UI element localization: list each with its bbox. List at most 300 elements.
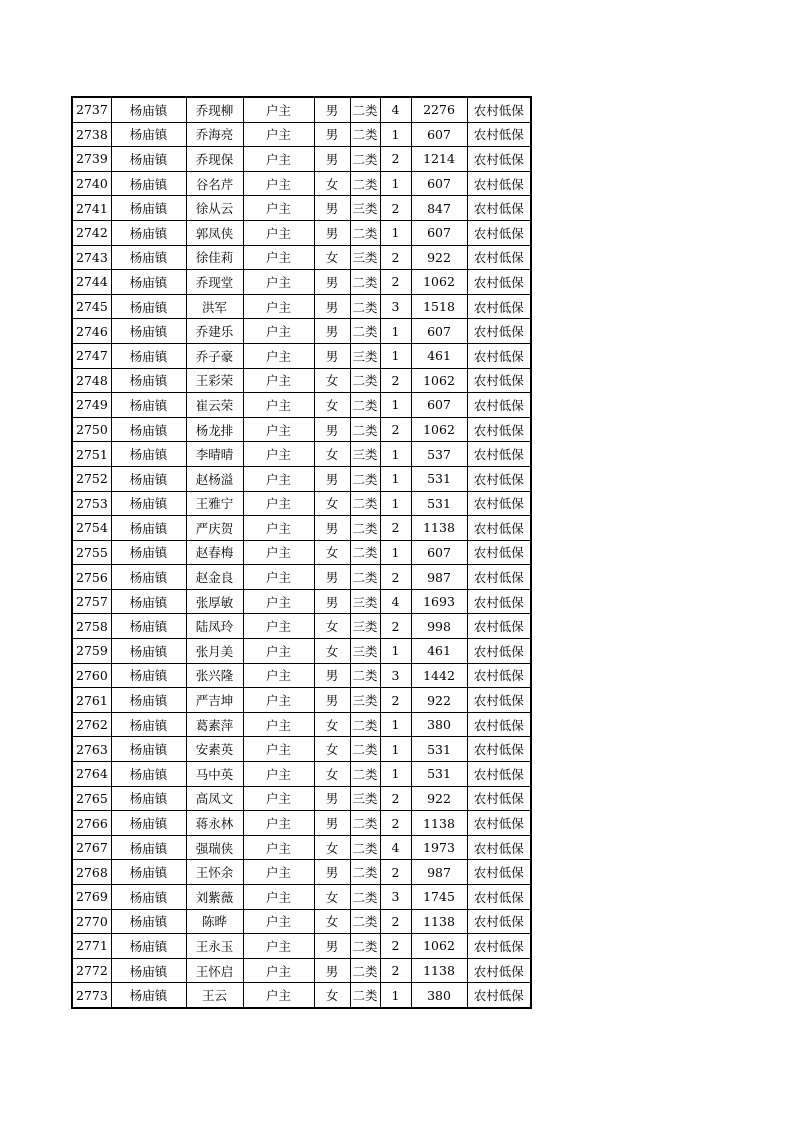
cell-gender: 女: [314, 614, 350, 639]
cell-household-size: 2: [380, 909, 411, 934]
cell-amount: 607: [411, 319, 467, 344]
table-row: [72, 934, 531, 959]
cell-row-number: 2768: [72, 860, 111, 885]
cell-name: 高凤文: [186, 786, 243, 811]
cell-relation: 户主: [243, 589, 314, 614]
cell-category: 三类: [350, 639, 380, 664]
cell-amount: 1518: [411, 294, 467, 319]
table-row: [72, 122, 531, 147]
cell-name: 王永玉: [186, 934, 243, 959]
cell-program: 农村低保: [467, 811, 531, 836]
cell-name: 徐佳莉: [186, 245, 243, 270]
cell-relation: 户主: [243, 811, 314, 836]
cell-name: 葛素萍: [186, 712, 243, 737]
cell-row-number: 2741: [72, 196, 111, 221]
cell-town: 杨庙镇: [111, 663, 186, 688]
cell-town: 杨庙镇: [111, 220, 186, 245]
cell-category: 二类: [350, 565, 380, 590]
cell-town: 杨庙镇: [111, 393, 186, 418]
cell-household-size: 2: [380, 565, 411, 590]
cell-amount: 531: [411, 737, 467, 762]
cell-town: 杨庙镇: [111, 368, 186, 393]
cell-gender: 女: [314, 639, 350, 664]
cell-relation: 户主: [243, 983, 314, 1008]
cell-relation: 户主: [243, 958, 314, 983]
cell-town: 杨庙镇: [111, 466, 186, 491]
cell-program: 农村低保: [467, 786, 531, 811]
cell-category: 三类: [350, 245, 380, 270]
cell-category: 二类: [350, 417, 380, 442]
cell-name: 乔海亮: [186, 122, 243, 147]
cell-relation: 户主: [243, 663, 314, 688]
cell-gender: 女: [314, 368, 350, 393]
cell-category: 二类: [350, 97, 380, 122]
cell-category: 二类: [350, 122, 380, 147]
table-row: [72, 343, 531, 368]
cell-program: 农村低保: [467, 663, 531, 688]
cell-row-number: 2765: [72, 786, 111, 811]
table-row: [72, 614, 531, 639]
cell-name: 徐从云: [186, 196, 243, 221]
cell-program: 农村低保: [467, 565, 531, 590]
cell-name: 陆凤玲: [186, 614, 243, 639]
cell-name: 张兴隆: [186, 663, 243, 688]
cell-town: 杨庙镇: [111, 442, 186, 467]
cell-town: 杨庙镇: [111, 343, 186, 368]
cell-town: 杨庙镇: [111, 417, 186, 442]
cell-household-size: 4: [380, 835, 411, 860]
cell-amount: 380: [411, 983, 467, 1008]
cell-row-number: 2764: [72, 762, 111, 787]
cell-program: 农村低保: [467, 97, 531, 122]
cell-town: 杨庙镇: [111, 491, 186, 516]
cell-amount: 607: [411, 540, 467, 565]
cell-town: 杨庙镇: [111, 319, 186, 344]
cell-row-number: 2771: [72, 934, 111, 959]
cell-amount: 531: [411, 491, 467, 516]
cell-gender: 男: [314, 860, 350, 885]
cell-name: 严吉坤: [186, 688, 243, 713]
cell-amount: 461: [411, 343, 467, 368]
cell-town: 杨庙镇: [111, 909, 186, 934]
cell-relation: 户主: [243, 737, 314, 762]
cell-gender: 男: [314, 466, 350, 491]
cell-name: 王彩荣: [186, 368, 243, 393]
cell-program: 农村低保: [467, 983, 531, 1008]
cell-gender: 女: [314, 885, 350, 910]
cell-town: 杨庙镇: [111, 983, 186, 1008]
cell-relation: 户主: [243, 270, 314, 295]
cell-relation: 户主: [243, 860, 314, 885]
cell-relation: 户主: [243, 885, 314, 910]
cell-household-size: 1: [380, 220, 411, 245]
cell-row-number: 2747: [72, 343, 111, 368]
table-row: [72, 393, 531, 418]
cell-relation: 户主: [243, 393, 314, 418]
cell-amount: 1973: [411, 835, 467, 860]
cell-amount: 1062: [411, 368, 467, 393]
cell-name: 谷名芹: [186, 171, 243, 196]
cell-town: 杨庙镇: [111, 294, 186, 319]
cell-amount: 1062: [411, 417, 467, 442]
cell-program: 农村低保: [467, 885, 531, 910]
cell-gender: 男: [314, 97, 350, 122]
cell-row-number: 2740: [72, 171, 111, 196]
cell-town: 杨庙镇: [111, 196, 186, 221]
cell-gender: 男: [314, 220, 350, 245]
cell-category: 二类: [350, 270, 380, 295]
cell-row-number: 2757: [72, 589, 111, 614]
table-row: [72, 786, 531, 811]
table-row: [72, 442, 531, 467]
cell-name: 蒋永林: [186, 811, 243, 836]
cell-town: 杨庙镇: [111, 639, 186, 664]
cell-category: 二类: [350, 737, 380, 762]
cell-amount: 531: [411, 466, 467, 491]
table-row: [72, 762, 531, 787]
cell-name: 安素英: [186, 737, 243, 762]
table-row: [72, 245, 531, 270]
cell-category: 二类: [350, 319, 380, 344]
cell-category: 二类: [350, 958, 380, 983]
cell-gender: 男: [314, 786, 350, 811]
cell-town: 杨庙镇: [111, 762, 186, 787]
cell-name: 赵春梅: [186, 540, 243, 565]
cell-relation: 户主: [243, 688, 314, 713]
cell-program: 农村低保: [467, 737, 531, 762]
cell-gender: 男: [314, 565, 350, 590]
cell-relation: 户主: [243, 368, 314, 393]
cell-category: 二类: [350, 368, 380, 393]
cell-town: 杨庙镇: [111, 171, 186, 196]
cell-name: 赵金良: [186, 565, 243, 590]
cell-relation: 户主: [243, 97, 314, 122]
cell-amount: 1693: [411, 589, 467, 614]
cell-household-size: 1: [380, 319, 411, 344]
cell-row-number: 2767: [72, 835, 111, 860]
cell-relation: 户主: [243, 245, 314, 270]
cell-relation: 户主: [243, 835, 314, 860]
cell-amount: 607: [411, 122, 467, 147]
cell-name: 杨龙排: [186, 417, 243, 442]
cell-category: 二类: [350, 762, 380, 787]
cell-row-number: 2752: [72, 466, 111, 491]
cell-row-number: 2756: [72, 565, 111, 590]
cell-category: 二类: [350, 885, 380, 910]
cell-category: 二类: [350, 171, 380, 196]
cell-row-number: 2753: [72, 491, 111, 516]
cell-row-number: 2738: [72, 122, 111, 147]
cell-name: 乔子豪: [186, 343, 243, 368]
cell-gender: 男: [314, 319, 350, 344]
cell-household-size: 1: [380, 737, 411, 762]
cell-category: 二类: [350, 934, 380, 959]
cell-row-number: 2772: [72, 958, 111, 983]
cell-row-number: 2744: [72, 270, 111, 295]
cell-town: 杨庙镇: [111, 688, 186, 713]
table-row: [72, 171, 531, 196]
cell-name: 强瑞侠: [186, 835, 243, 860]
cell-row-number: 2763: [72, 737, 111, 762]
cell-household-size: 1: [380, 393, 411, 418]
cell-row-number: 2745: [72, 294, 111, 319]
cell-household-size: 2: [380, 958, 411, 983]
cell-amount: 607: [411, 171, 467, 196]
cell-row-number: 2755: [72, 540, 111, 565]
cell-category: 二类: [350, 835, 380, 860]
cell-program: 农村低保: [467, 540, 531, 565]
table-row: [72, 712, 531, 737]
cell-gender: 男: [314, 589, 350, 614]
cell-amount: 2276: [411, 97, 467, 122]
cell-gender: 女: [314, 393, 350, 418]
cell-row-number: 2754: [72, 516, 111, 541]
cell-gender: 女: [314, 712, 350, 737]
cell-amount: 987: [411, 860, 467, 885]
cell-program: 农村低保: [467, 171, 531, 196]
cell-gender: 女: [314, 762, 350, 787]
cell-name: 赵杨溢: [186, 466, 243, 491]
cell-name: 郭凤侠: [186, 220, 243, 245]
cell-program: 农村低保: [467, 417, 531, 442]
cell-amount: 847: [411, 196, 467, 221]
cell-program: 农村低保: [467, 196, 531, 221]
cell-program: 农村低保: [467, 220, 531, 245]
cell-gender: 男: [314, 122, 350, 147]
cell-name: 乔现堂: [186, 270, 243, 295]
cell-name: 洪军: [186, 294, 243, 319]
cell-program: 农村低保: [467, 835, 531, 860]
cell-household-size: 1: [380, 171, 411, 196]
cell-category: 三类: [350, 343, 380, 368]
cell-relation: 户主: [243, 762, 314, 787]
cell-household-size: 1: [380, 466, 411, 491]
cell-program: 农村低保: [467, 294, 531, 319]
cell-category: 二类: [350, 811, 380, 836]
cell-household-size: 3: [380, 294, 411, 319]
table-row: [72, 196, 531, 221]
table-row: [72, 639, 531, 664]
table-row: [72, 466, 531, 491]
cell-category: 三类: [350, 442, 380, 467]
cell-program: 农村低保: [467, 393, 531, 418]
table-row: [72, 688, 531, 713]
cell-relation: 户主: [243, 171, 314, 196]
cell-row-number: 2759: [72, 639, 111, 664]
cell-relation: 户主: [243, 122, 314, 147]
cell-row-number: 2748: [72, 368, 111, 393]
cell-household-size: 2: [380, 934, 411, 959]
cell-row-number: 2760: [72, 663, 111, 688]
table-row: [72, 97, 531, 122]
cell-category: 三类: [350, 786, 380, 811]
cell-gender: 男: [314, 516, 350, 541]
cell-relation: 户主: [243, 712, 314, 737]
cell-category: 二类: [350, 860, 380, 885]
cell-program: 农村低保: [467, 860, 531, 885]
cell-town: 杨庙镇: [111, 245, 186, 270]
table-row: [72, 589, 531, 614]
cell-program: 农村低保: [467, 958, 531, 983]
cell-amount: 922: [411, 245, 467, 270]
cell-gender: 男: [314, 663, 350, 688]
cell-amount: 1214: [411, 147, 467, 172]
cell-gender: 男: [314, 688, 350, 713]
cell-program: 农村低保: [467, 639, 531, 664]
cell-amount: 1442: [411, 663, 467, 688]
cell-row-number: 2750: [72, 417, 111, 442]
cell-name: 刘紫薇: [186, 885, 243, 910]
cell-relation: 户主: [243, 934, 314, 959]
cell-name: 马中英: [186, 762, 243, 787]
cell-row-number: 2746: [72, 319, 111, 344]
cell-relation: 户主: [243, 614, 314, 639]
cell-name: 张月美: [186, 639, 243, 664]
cell-town: 杨庙镇: [111, 835, 186, 860]
cell-town: 杨庙镇: [111, 712, 186, 737]
cell-program: 农村低保: [467, 909, 531, 934]
cell-row-number: 2751: [72, 442, 111, 467]
cell-town: 杨庙镇: [111, 97, 186, 122]
cell-town: 杨庙镇: [111, 540, 186, 565]
cell-name: 严庆贺: [186, 516, 243, 541]
cell-amount: 461: [411, 639, 467, 664]
cell-program: 农村低保: [467, 466, 531, 491]
cell-household-size: 4: [380, 97, 411, 122]
cell-program: 农村低保: [467, 712, 531, 737]
cell-category: 三类: [350, 589, 380, 614]
cell-gender: 女: [314, 442, 350, 467]
table-row: [72, 983, 531, 1008]
cell-household-size: 1: [380, 540, 411, 565]
cell-row-number: 2737: [72, 97, 111, 122]
cell-gender: 男: [314, 811, 350, 836]
cell-household-size: 3: [380, 663, 411, 688]
cell-program: 农村低保: [467, 491, 531, 516]
cell-relation: 户主: [243, 639, 314, 664]
cell-household-size: 2: [380, 786, 411, 811]
table-row: [72, 147, 531, 172]
cell-program: 农村低保: [467, 762, 531, 787]
cell-gender: 男: [314, 417, 350, 442]
cell-relation: 户主: [243, 466, 314, 491]
table-row: [72, 860, 531, 885]
cell-row-number: 2766: [72, 811, 111, 836]
cell-amount: 1138: [411, 909, 467, 934]
cell-town: 杨庙镇: [111, 958, 186, 983]
cell-amount: 1062: [411, 270, 467, 295]
cell-program: 农村低保: [467, 270, 531, 295]
cell-town: 杨庙镇: [111, 786, 186, 811]
cell-amount: 1138: [411, 811, 467, 836]
table-row: [72, 835, 531, 860]
cell-town: 杨庙镇: [111, 737, 186, 762]
cell-name: 王怀启: [186, 958, 243, 983]
cell-name: 王云: [186, 983, 243, 1008]
cell-amount: 1062: [411, 934, 467, 959]
table-row: [72, 319, 531, 344]
cell-gender: 男: [314, 147, 350, 172]
cell-household-size: 1: [380, 712, 411, 737]
cell-household-size: 2: [380, 417, 411, 442]
cell-amount: 1138: [411, 516, 467, 541]
table-row: [72, 368, 531, 393]
cell-category: 二类: [350, 983, 380, 1008]
cell-category: 二类: [350, 516, 380, 541]
cell-household-size: 3: [380, 885, 411, 910]
table-row: [72, 737, 531, 762]
cell-program: 农村低保: [467, 122, 531, 147]
cell-relation: 户主: [243, 516, 314, 541]
cell-program: 农村低保: [467, 343, 531, 368]
cell-relation: 户主: [243, 491, 314, 516]
cell-amount: 998: [411, 614, 467, 639]
cell-town: 杨庙镇: [111, 614, 186, 639]
cell-household-size: 2: [380, 147, 411, 172]
cell-name: 乔现柳: [186, 97, 243, 122]
cell-relation: 户主: [243, 319, 314, 344]
cell-relation: 户主: [243, 147, 314, 172]
cell-name: 崔云荣: [186, 393, 243, 418]
table-body: [72, 97, 531, 1008]
cell-category: 二类: [350, 491, 380, 516]
cell-town: 杨庙镇: [111, 516, 186, 541]
cell-category: 二类: [350, 663, 380, 688]
table-row: [72, 270, 531, 295]
cell-row-number: 2773: [72, 983, 111, 1008]
cell-gender: 男: [314, 270, 350, 295]
cell-gender: 男: [314, 294, 350, 319]
cell-category: 三类: [350, 614, 380, 639]
cell-household-size: 2: [380, 196, 411, 221]
cell-town: 杨庙镇: [111, 885, 186, 910]
cell-gender: 女: [314, 491, 350, 516]
cell-row-number: 2761: [72, 688, 111, 713]
cell-row-number: 2743: [72, 245, 111, 270]
cell-gender: 男: [314, 343, 350, 368]
cell-amount: 922: [411, 688, 467, 713]
cell-household-size: 2: [380, 270, 411, 295]
cell-relation: 户主: [243, 786, 314, 811]
cell-household-size: 4: [380, 589, 411, 614]
cell-program: 农村低保: [467, 245, 531, 270]
cell-town: 杨庙镇: [111, 934, 186, 959]
cell-name: 王雅宁: [186, 491, 243, 516]
cell-category: 二类: [350, 147, 380, 172]
cell-program: 农村低保: [467, 934, 531, 959]
cell-household-size: 1: [380, 442, 411, 467]
cell-amount: 607: [411, 220, 467, 245]
table-row: [72, 811, 531, 836]
cell-town: 杨庙镇: [111, 565, 186, 590]
records-table: [71, 96, 532, 1009]
cell-program: 农村低保: [467, 614, 531, 639]
table-row: [72, 958, 531, 983]
cell-program: 农村低保: [467, 589, 531, 614]
table-row: [72, 516, 531, 541]
cell-gender: 男: [314, 958, 350, 983]
cell-program: 农村低保: [467, 368, 531, 393]
table-row: [72, 417, 531, 442]
cell-relation: 户主: [243, 220, 314, 245]
cell-program: 农村低保: [467, 319, 531, 344]
table-row: [72, 885, 531, 910]
cell-household-size: 2: [380, 614, 411, 639]
cell-gender: 男: [314, 934, 350, 959]
cell-town: 杨庙镇: [111, 811, 186, 836]
cell-relation: 户主: [243, 909, 314, 934]
cell-household-size: 2: [380, 245, 411, 270]
